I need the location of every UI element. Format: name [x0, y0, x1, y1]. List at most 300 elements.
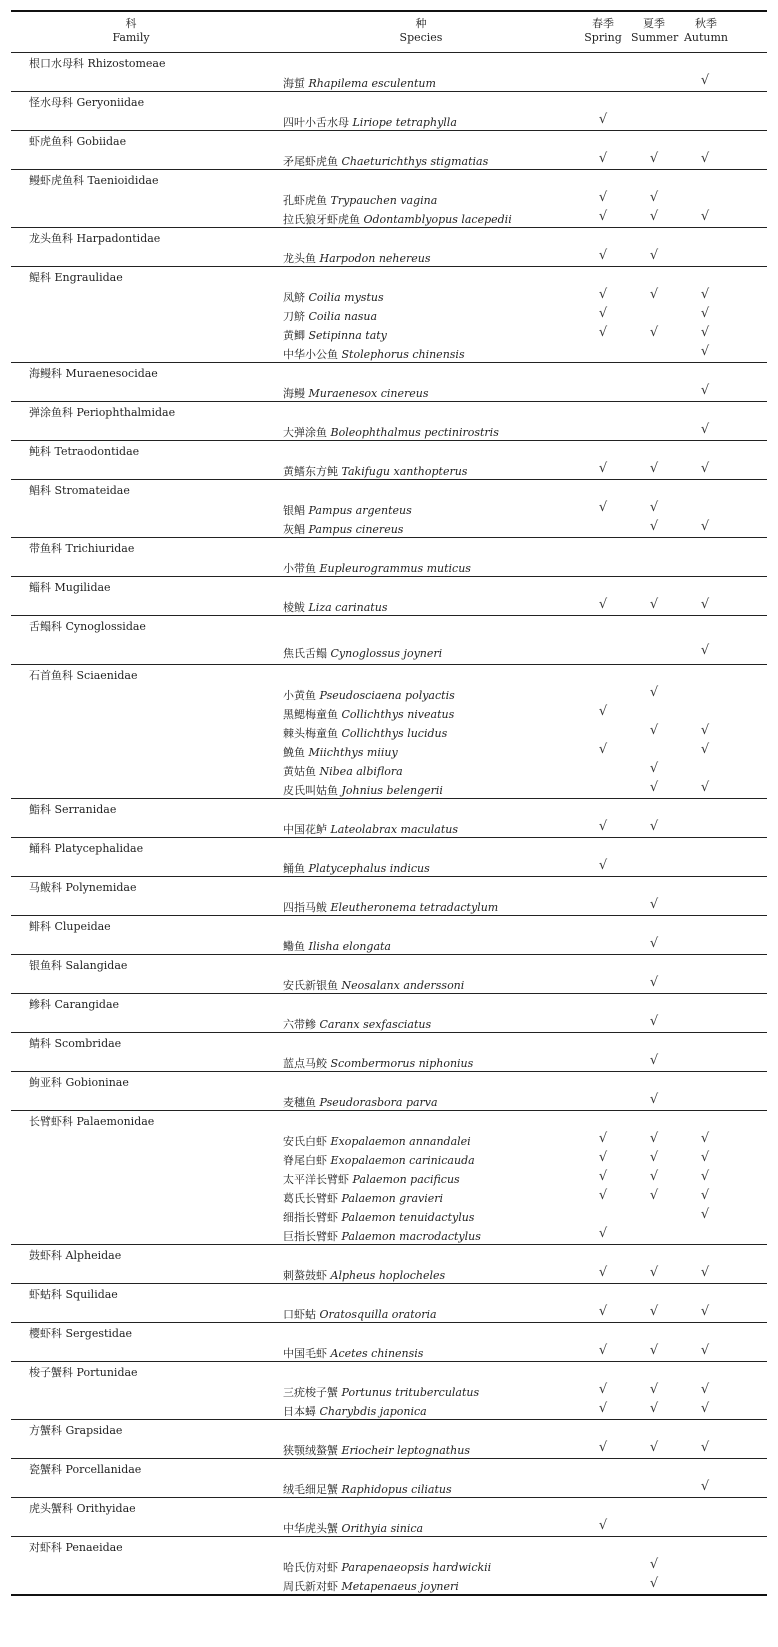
- species-cn: 四指马鲅: [283, 901, 327, 914]
- check-spring-icon: √: [598, 190, 608, 205]
- family-block: [11, 798, 767, 837]
- species-latin: Palaemon pacificus: [352, 1173, 460, 1186]
- header-family-en: Family: [112, 31, 150, 44]
- species-name: [283, 725, 447, 741]
- header-summer-cn: 夏季: [643, 17, 665, 30]
- species-name: [283, 977, 464, 993]
- species-name: [283, 1209, 474, 1225]
- header-autumn-cn: 秋季: [695, 17, 717, 30]
- species-name: [283, 860, 430, 876]
- family-name: 鲀科 Tetraodontidae: [29, 445, 140, 458]
- check-summer-icon: √: [649, 519, 659, 534]
- species-latin: Parapenaeopsis hardwickii: [341, 1561, 492, 1574]
- species-row: [11, 1052, 767, 1071]
- species-row: [11, 72, 767, 91]
- species-name: [283, 502, 412, 518]
- family-name: 龙头鱼科 Harpadontidae: [29, 232, 161, 245]
- family-block: [11, 537, 767, 576]
- check-autumn-icon: √: [700, 723, 710, 738]
- check-autumn-icon: √: [700, 1188, 710, 1203]
- species-latin: Eriocheir leptognathus: [341, 1444, 470, 1457]
- check-spring-icon: √: [598, 1265, 608, 1280]
- check-autumn-icon: √: [700, 287, 710, 302]
- family-row: [11, 170, 767, 189]
- family-block: [11, 1244, 767, 1283]
- family-block: [11, 1071, 767, 1110]
- check-autumn-icon: √: [700, 1265, 710, 1280]
- family-block: [11, 664, 767, 798]
- species-cn: 狭颚绒螯蟹: [283, 1444, 338, 1457]
- species-row: [11, 324, 767, 343]
- check-spring-icon: √: [598, 1304, 608, 1319]
- check-summer-icon: √: [649, 897, 659, 912]
- check-autumn-icon: √: [700, 519, 710, 534]
- check-autumn-icon: √: [700, 1304, 710, 1319]
- species-name: [283, 1578, 459, 1594]
- header-species-cn: 种: [415, 17, 427, 30]
- family-name: 鮈亚科 Gobioninae: [29, 1076, 129, 1089]
- check-summer-icon: √: [649, 1053, 659, 1068]
- check-autumn-icon: √: [700, 422, 710, 437]
- family-row: [11, 402, 767, 421]
- check-autumn-icon: √: [700, 780, 710, 795]
- species-row: [11, 189, 767, 208]
- species-latin: Coilia nasua: [308, 310, 378, 323]
- species-name: [283, 1133, 471, 1149]
- species-cn: 海蜇: [283, 77, 305, 90]
- species-name: [283, 289, 384, 305]
- species-latin: Oratosquilla oratoria: [319, 1308, 437, 1321]
- family-row: [11, 1420, 767, 1439]
- check-autumn-icon: √: [700, 742, 710, 757]
- family-name: 梭子蟹科 Portunidae: [29, 1366, 138, 1379]
- check-summer-icon: √: [649, 248, 659, 263]
- species-latin: Miichthys miiuy: [308, 746, 398, 759]
- species-row: [11, 1439, 767, 1458]
- species-row: [11, 1556, 767, 1575]
- species-name: [283, 192, 437, 208]
- family-block: [11, 227, 767, 266]
- check-spring-icon: √: [598, 112, 608, 127]
- species-name: [283, 763, 403, 779]
- species-name: [283, 385, 429, 401]
- species-cn: 龙头鱼: [283, 252, 316, 265]
- species-cn: 细指长臂虾: [283, 1211, 338, 1224]
- family-row: [11, 92, 767, 111]
- family-row: [11, 1459, 767, 1478]
- species-latin: Portunus trituberculatus: [341, 1386, 480, 1399]
- species-cn: 三疣梭子蟹: [283, 1386, 338, 1399]
- species-latin: Pseudorasbora parva: [319, 1096, 438, 1109]
- check-summer-icon: √: [649, 500, 659, 515]
- species-cn: 拉氏狼牙虾虎鱼: [283, 213, 360, 226]
- check-spring-icon: √: [598, 742, 608, 757]
- family-name: 银鱼科 Salangidae: [29, 959, 128, 972]
- species-cn: 周氏新对虾: [283, 1580, 338, 1593]
- check-autumn-icon: √: [700, 1440, 710, 1455]
- species-cn: 矛尾虾虎鱼: [283, 155, 338, 168]
- check-summer-icon: √: [649, 325, 659, 340]
- family-row: [11, 1111, 767, 1130]
- family-name: 根口水母科 Rhizostomeae: [29, 57, 166, 70]
- check-summer-icon: √: [649, 685, 659, 700]
- species-cn: 安氏新银鱼: [283, 979, 338, 992]
- species-name: [283, 75, 436, 91]
- species-cn: 大弹涂鱼: [283, 426, 327, 439]
- family-block: [11, 876, 767, 915]
- species-name: [283, 521, 403, 537]
- check-spring-icon: √: [598, 819, 608, 834]
- check-summer-icon: √: [649, 151, 659, 166]
- species-latin: Cynoglossus joyneri: [330, 647, 443, 660]
- header-species: [351, 17, 491, 45]
- check-summer-icon: √: [649, 190, 659, 205]
- check-autumn-icon: √: [700, 325, 710, 340]
- species-name: [283, 744, 398, 760]
- species-row: [11, 382, 767, 401]
- species-row: [11, 741, 767, 760]
- species-latin: Stolephorus chinensis: [341, 348, 465, 361]
- species-row: [11, 518, 767, 537]
- family-row: [11, 1033, 767, 1052]
- check-spring-icon: √: [598, 248, 608, 263]
- species-cn: 棘头梅童鱼: [283, 727, 338, 740]
- check-autumn-icon: √: [700, 344, 710, 359]
- family-row: [11, 228, 767, 247]
- header-spring: [583, 17, 623, 45]
- family-block: [11, 130, 767, 169]
- check-autumn-icon: √: [700, 383, 710, 398]
- species-latin: Boleophthalmus pectinirostris: [330, 426, 499, 439]
- species-name: [283, 782, 443, 798]
- check-autumn-icon: √: [700, 1479, 710, 1494]
- species-latin: Takifugu xanthopterus: [341, 465, 468, 478]
- species-name: [283, 1384, 479, 1400]
- check-summer-icon: √: [649, 1382, 659, 1397]
- family-row: [11, 53, 767, 72]
- species-row: [11, 857, 767, 876]
- check-autumn-icon: √: [700, 643, 710, 658]
- species-latin: Exopalaemon annandalei: [330, 1135, 471, 1148]
- check-summer-icon: √: [649, 1401, 659, 1416]
- species-cn: 焦氏舌鳎: [283, 647, 327, 660]
- species-name: [283, 211, 512, 227]
- header-summer: [631, 17, 677, 45]
- species-latin: Johnius belengerii: [341, 784, 443, 797]
- check-autumn-icon: √: [700, 209, 710, 224]
- check-spring-icon: √: [598, 461, 608, 476]
- check-spring-icon: √: [598, 1150, 608, 1165]
- family-row: [11, 994, 767, 1013]
- species-name: [283, 1403, 427, 1419]
- check-autumn-icon: √: [700, 1382, 710, 1397]
- species-latin: Metapenaeus joyneri: [341, 1580, 459, 1593]
- family-name: 鲹科 Carangidae: [29, 998, 120, 1011]
- check-summer-icon: √: [649, 975, 659, 990]
- species-latin: Palaemon tenuidactylus: [341, 1211, 475, 1224]
- family-row: [11, 267, 767, 286]
- species-name: [283, 938, 391, 954]
- species-name: [283, 1094, 438, 1110]
- species-latin: Nibea albiflora: [319, 765, 403, 778]
- species-latin: Liriope tetraphylla: [352, 116, 457, 129]
- species-row: [11, 974, 767, 993]
- family-row: [11, 1537, 767, 1556]
- check-spring-icon: √: [598, 1188, 608, 1203]
- species-row: [11, 150, 767, 169]
- family-block: [11, 1283, 767, 1322]
- family-name: 怪水母科 Geryoniidae: [29, 96, 145, 109]
- family-block: [11, 1497, 767, 1536]
- family-row: [11, 1072, 767, 1091]
- species-latin: Palaemon gravieri: [341, 1192, 444, 1205]
- species-latin: Coilia mystus: [308, 291, 384, 304]
- family-name: 鳗虾虎鱼科 Taenioididae: [29, 174, 159, 187]
- check-autumn-icon: √: [700, 1131, 710, 1146]
- species-latin: Setipinna taty: [308, 329, 387, 342]
- species-latin: Exopalaemon carinicauda: [330, 1154, 475, 1167]
- family-name: 樱虾科 Sergestidae: [29, 1327, 133, 1340]
- species-latin: Orithyia sinica: [341, 1522, 424, 1535]
- species-cn: 银鲳: [283, 504, 305, 517]
- species-cn: 中国毛虾: [283, 1347, 327, 1360]
- family-row: [11, 441, 767, 460]
- family-name: 长臂虾科 Palaemonidae: [29, 1115, 155, 1128]
- species-latin: Pseudosciaena polyactis: [319, 689, 455, 702]
- check-summer-icon: √: [649, 1343, 659, 1358]
- species-cn: 哈氏仿对虾: [283, 1561, 338, 1574]
- header-autumn: [683, 17, 729, 45]
- check-summer-icon: √: [649, 1092, 659, 1107]
- species-row: [11, 247, 767, 266]
- species-table: [11, 10, 767, 1596]
- check-summer-icon: √: [649, 780, 659, 795]
- species-name: [283, 821, 458, 837]
- species-row: [11, 1575, 767, 1594]
- family-row: [11, 1362, 767, 1381]
- check-summer-icon: √: [649, 209, 659, 224]
- species-name: [283, 1306, 437, 1322]
- species-row: [11, 1400, 767, 1419]
- family-block: [11, 1110, 767, 1244]
- family-name: 虾虎鱼科 Gobiidae: [29, 135, 127, 148]
- family-row: [11, 1245, 767, 1264]
- family-row: [11, 955, 767, 974]
- family-name: 鳀科 Engraulidae: [29, 271, 123, 284]
- family-row: [11, 577, 767, 596]
- family-row: [11, 1323, 767, 1342]
- family-block: [11, 169, 767, 227]
- species-row: [11, 635, 767, 664]
- species-latin: Pampus cinereus: [308, 523, 404, 536]
- header-autumn-en: Autumn: [683, 31, 729, 44]
- species-row: [11, 343, 767, 362]
- species-name: [283, 1559, 491, 1575]
- check-summer-icon: √: [649, 1014, 659, 1029]
- species-cn: 中国花鲈: [283, 823, 327, 836]
- species-latin: Scombermorus niphonius: [330, 1057, 474, 1070]
- check-summer-icon: √: [649, 1131, 659, 1146]
- species-cn: 小带鱼: [283, 562, 316, 575]
- species-latin: Rhapilema esculentum: [308, 77, 436, 90]
- species-row: [11, 1149, 767, 1168]
- species-row: [11, 1013, 767, 1032]
- family-block: [11, 915, 767, 954]
- species-row: [11, 935, 767, 954]
- species-cn: 鳓鱼: [283, 940, 305, 953]
- check-autumn-icon: √: [700, 1150, 710, 1165]
- species-latin: Liza carinatus: [308, 601, 388, 614]
- species-latin: Muraenesox cinereus: [308, 387, 429, 400]
- species-row: [11, 896, 767, 915]
- header-spring-cn: 春季: [592, 17, 614, 30]
- check-summer-icon: √: [649, 723, 659, 738]
- species-name: [283, 1267, 445, 1283]
- species-name: [283, 1442, 470, 1458]
- species-name: [283, 1481, 452, 1497]
- check-spring-icon: √: [598, 1169, 608, 1184]
- header-species-en: Species: [399, 31, 443, 44]
- family-block: [11, 1458, 767, 1497]
- table-bottom-rule: [11, 1594, 767, 1596]
- family-row: [11, 877, 767, 896]
- species-latin: Charybdis japonica: [319, 1405, 427, 1418]
- family-block: [11, 1322, 767, 1361]
- table-header: [11, 12, 767, 52]
- check-spring-icon: √: [598, 1518, 608, 1533]
- check-spring-icon: √: [598, 858, 608, 873]
- species-row: [11, 286, 767, 305]
- species-name: [283, 1190, 443, 1206]
- check-summer-icon: √: [649, 1169, 659, 1184]
- family-block: [11, 1419, 767, 1458]
- species-cn: 口虾蛄: [283, 1308, 316, 1321]
- check-summer-icon: √: [649, 1304, 659, 1319]
- family-row: [11, 799, 767, 818]
- family-block: [11, 479, 767, 537]
- species-latin: Ilisha elongata: [308, 940, 391, 953]
- species-latin: Neosalanx anderssoni: [341, 979, 465, 992]
- species-cn: 鮸鱼: [283, 746, 305, 759]
- species-cn: 中华虎头蟹: [283, 1522, 338, 1535]
- species-latin: Acetes chinensis: [330, 1347, 424, 1360]
- family-row: [11, 665, 767, 684]
- species-name: [283, 153, 488, 169]
- species-name: [283, 1345, 423, 1361]
- species-latin: Eleutheronema tetradactylum: [330, 901, 499, 914]
- family-name: 马鲅科 Polynemidae: [29, 881, 137, 894]
- species-row: [11, 684, 767, 703]
- check-spring-icon: √: [598, 704, 608, 719]
- check-spring-icon: √: [598, 209, 608, 224]
- family-block: [11, 576, 767, 615]
- check-summer-icon: √: [649, 287, 659, 302]
- species-cn: 六带鲹: [283, 1018, 316, 1031]
- species-latin: Trypauchen vagina: [330, 194, 438, 207]
- check-spring-icon: √: [598, 1382, 608, 1397]
- family-block: [11, 266, 767, 362]
- check-spring-icon: √: [598, 306, 608, 321]
- check-summer-icon: √: [649, 1440, 659, 1455]
- species-cn: 蓝点马鲛: [283, 1057, 327, 1070]
- family-block: [11, 362, 767, 401]
- check-summer-icon: √: [649, 1188, 659, 1203]
- species-row: [11, 208, 767, 227]
- check-autumn-icon: √: [700, 73, 710, 88]
- family-name: 瓷蟹科 Porcellanidae: [29, 1463, 142, 1476]
- species-row: [11, 557, 767, 576]
- table-body: [11, 52, 767, 1594]
- species-row: [11, 1130, 767, 1149]
- species-cn: 黄鳍东方鲀: [283, 465, 338, 478]
- species-cn: 刀鲚: [283, 310, 305, 323]
- species-row: [11, 1381, 767, 1400]
- species-row: [11, 1168, 767, 1187]
- family-name: 鲳科 Stromateidae: [29, 484, 130, 497]
- family-name: 石首鱼科 Sciaenidae: [29, 669, 138, 682]
- species-row: [11, 779, 767, 798]
- species-cn: 黑鳃梅童鱼: [283, 708, 338, 721]
- header-spring-en: Spring: [584, 31, 622, 44]
- family-row: [11, 480, 767, 499]
- species-row: [11, 1187, 767, 1206]
- species-latin: Lateolabrax maculatus: [330, 823, 459, 836]
- species-cn: 中华小公鱼: [283, 348, 338, 361]
- family-block: [11, 615, 767, 664]
- family-block: [11, 837, 767, 876]
- species-cn: 黄姑鱼: [283, 765, 316, 778]
- family-name: 鲬科 Platycephalidae: [29, 842, 144, 855]
- species-name: [283, 250, 431, 266]
- species-row: [11, 1264, 767, 1283]
- species-row: [11, 1342, 767, 1361]
- species-name: [283, 706, 454, 722]
- species-name: [283, 463, 467, 479]
- family-row: [11, 1284, 767, 1303]
- family-name: 对虾科 Penaeidae: [29, 1541, 123, 1554]
- species-name: [283, 1016, 431, 1032]
- check-summer-icon: √: [649, 597, 659, 612]
- family-block: [11, 401, 767, 440]
- check-autumn-icon: √: [700, 1401, 710, 1416]
- species-row: [11, 818, 767, 837]
- species-name: [283, 424, 499, 440]
- check-spring-icon: √: [598, 1131, 608, 1146]
- family-block: [11, 1032, 767, 1071]
- family-name: 鲻科 Mugilidae: [29, 581, 111, 594]
- species-latin: Collichthys niveatus: [341, 708, 455, 721]
- check-autumn-icon: √: [700, 1169, 710, 1184]
- check-spring-icon: √: [598, 500, 608, 515]
- check-spring-icon: √: [598, 151, 608, 166]
- check-autumn-icon: √: [700, 151, 710, 166]
- species-cn: 小黄鱼: [283, 689, 316, 702]
- family-name: 鲭科 Scombridae: [29, 1037, 122, 1050]
- family-row: [11, 363, 767, 382]
- check-summer-icon: √: [649, 1557, 659, 1572]
- family-name: 舌鳎科 Cynoglossidae: [29, 620, 146, 633]
- family-name: 方蟹科 Grapsidae: [29, 1424, 123, 1437]
- species-name: [283, 560, 471, 576]
- family-name: 虾蛄科 Squilidae: [29, 1288, 118, 1301]
- species-name: [283, 599, 387, 615]
- family-name: 鼓虾科 Alpheidae: [29, 1249, 122, 1262]
- species-cn: 巨指长臂虾: [283, 1230, 338, 1243]
- check-spring-icon: √: [598, 1226, 608, 1241]
- check-summer-icon: √: [649, 819, 659, 834]
- species-name: [283, 1228, 481, 1244]
- species-row: [11, 596, 767, 615]
